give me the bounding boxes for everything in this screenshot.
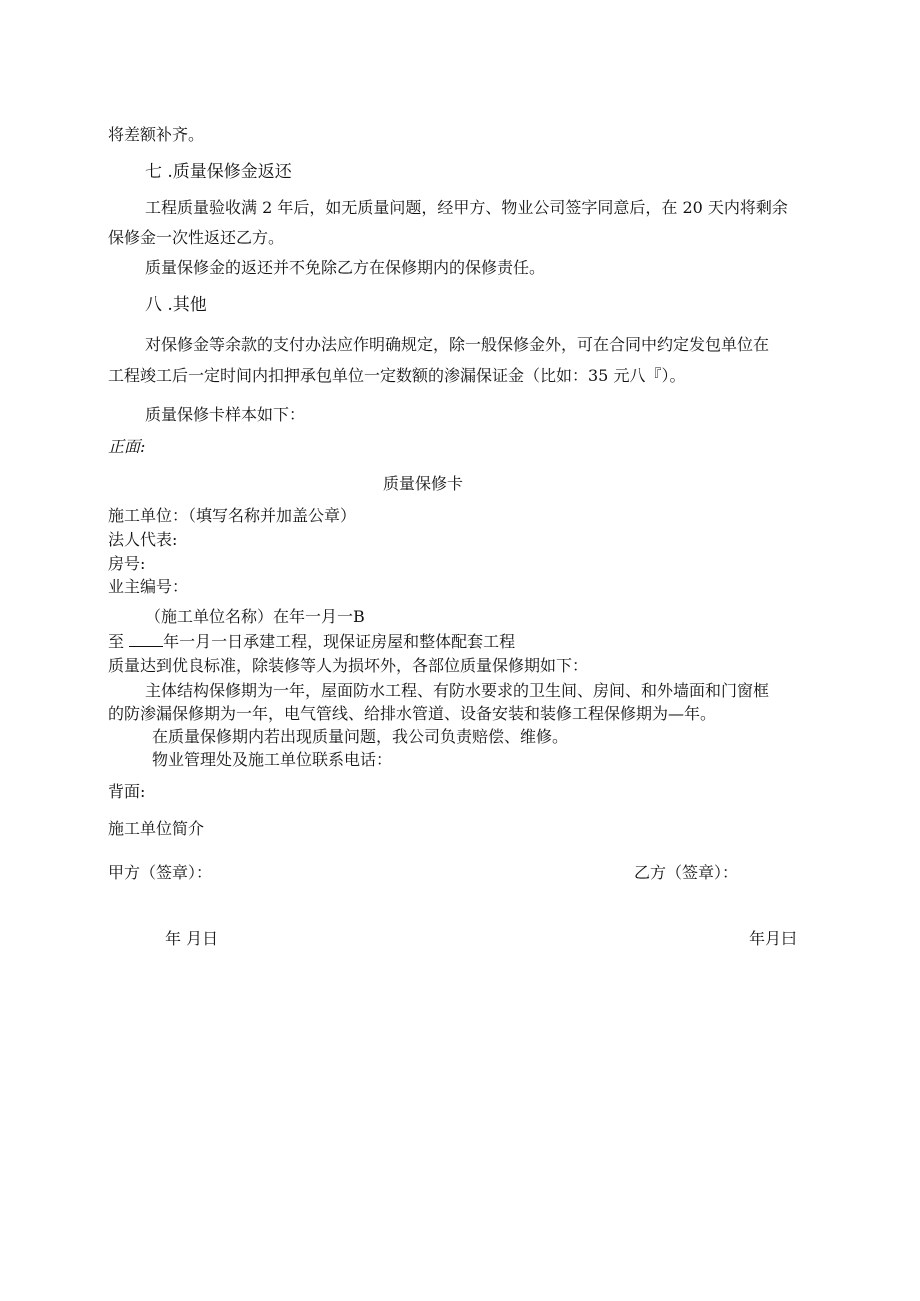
card-line-4b: 的防渗漏保修期为一年，电气管线、给排水管道、设备安装和装修工程保修期为—年。 (108, 704, 717, 723)
paragraph-continuation: 将差额补齐。 (108, 125, 205, 144)
card-line-6: 物业管理处及施工单位联系电话： (152, 750, 393, 769)
front-label: 正面: (108, 437, 146, 456)
owner-no-field: 业主编号： (108, 577, 189, 596)
card-line-1: （施工单位名称）在年一月一B (145, 607, 365, 626)
section-7-heading: 七 .质量保修金返还 (145, 162, 292, 182)
card-line-2 (108, 631, 515, 653)
card-line-5: 在质量保修期内若出现质量问题，我公司负责赔偿、维修。 (152, 727, 569, 746)
party-b-date: 年月曰 (749, 929, 798, 948)
back-label: 背面: (108, 782, 146, 801)
card-line-2-prefix: 至 (108, 632, 125, 651)
sample-intro: 质量保修卡样本如下： (145, 405, 306, 424)
card-line-3: 质量达到优良标准，除装修等人为损坏外，各部位质量保修期如下： (108, 656, 589, 675)
section-8-heading: 八 .其他 (145, 295, 207, 315)
room-no-field: 房号: (108, 554, 146, 573)
section-7-paragraph-2: 质量保修金的返还并不免除乙方在保修期内的保修责任。 (145, 258, 546, 277)
card-line-4a: 主体结构保修期为一年，屋面防水工程、有防水要求的卫生间、房间、和外墙面和门窗框 (145, 681, 770, 700)
back-content: 施工单位简介 (108, 819, 205, 838)
section-7-paragraph-1-line-2: 保修金一次性返还乙方。 (108, 228, 285, 247)
party-a-signature: 甲方（签章）： (108, 863, 213, 882)
section-8-paragraph-line-2: 工程竣工后一定时间内扣押承包单位一定数额的渗漏保证金（比如：35 元八『）。 (108, 366, 686, 385)
section-7-paragraph-1-line-1: 工程质量验收满 2 年后，如无质量问题，经甲方、物业公司签字同意后，在 20 天内将剩余 (145, 198, 788, 217)
party-a-date: 年 月日 (165, 929, 219, 948)
legal-rep-field: 法人代表: (108, 530, 178, 549)
card-line-2-text: 年一月一日承建工程，现保证房屋和整体配套工程 (163, 632, 516, 651)
card-title: 质量保修卡 (383, 474, 464, 493)
party-b-signature: 乙方（签章）： (634, 863, 739, 882)
blank-line (129, 632, 163, 647)
section-8-paragraph-line-1: 对保修金等余款的支付办法应作明确规定，除一般保修金外，可在合同中约定发包单位在 (145, 335, 770, 354)
contractor-field: 施工单位：（填写名称并加盖公章） (108, 506, 357, 525)
